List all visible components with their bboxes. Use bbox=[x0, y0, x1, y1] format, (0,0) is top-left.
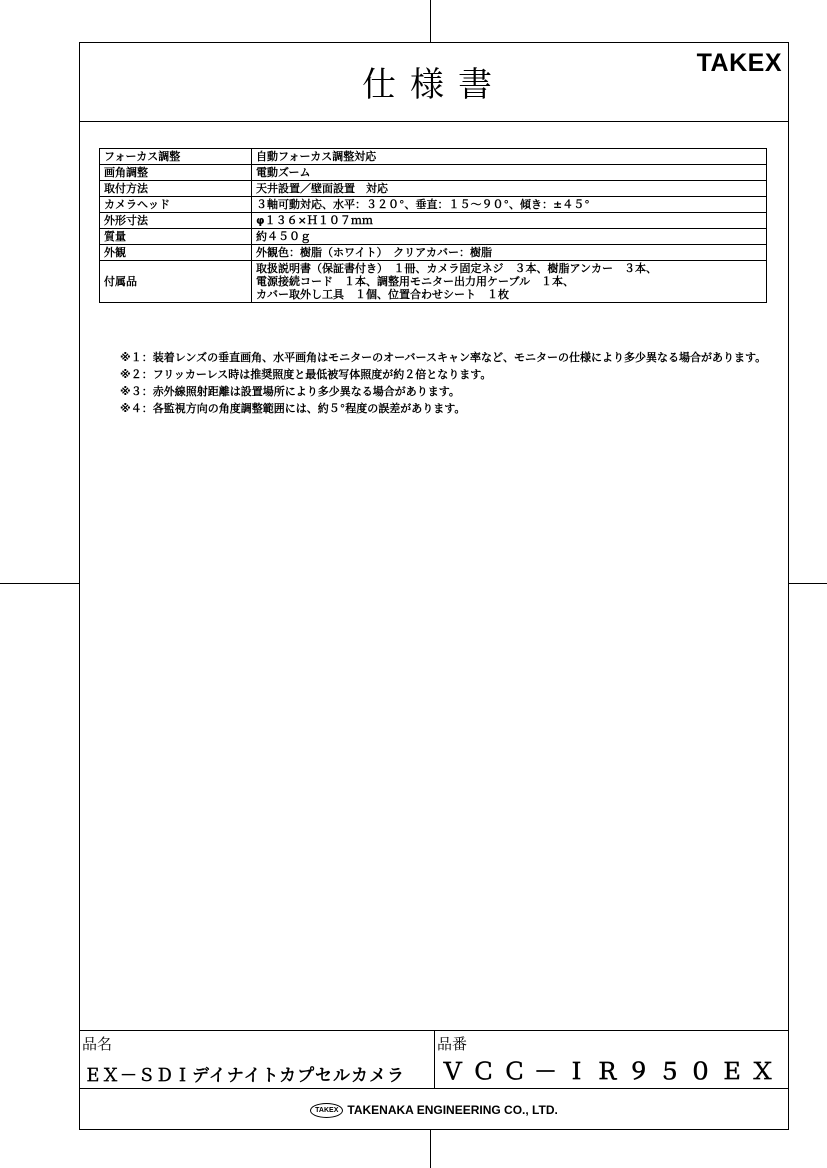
table-row bbox=[100, 181, 767, 197]
accessory-line: カバー取外し工具 １個、位置合わせシート １枚 bbox=[256, 288, 509, 301]
spec-label: カメラヘッド bbox=[100, 197, 252, 213]
footnote-label: ※１： bbox=[120, 351, 153, 364]
product-number: ＶＣＣ－ＩＲ９５０ＥＸ bbox=[441, 1059, 782, 1085]
crop-mark-right bbox=[789, 583, 827, 584]
footnote bbox=[120, 349, 780, 366]
table-row bbox=[100, 197, 767, 213]
footnote-text: 装着レンズの垂直画角、水平画角はモニターのオーバースキャン率など、モニターの仕様により多少異なる場合があります。 bbox=[152, 351, 767, 364]
product-name: ＥＸ－ＳＤＩデイナイトカプセルカメラ bbox=[84, 1066, 405, 1086]
crop-mark-top bbox=[430, 0, 431, 42]
footnote-text: 各監視方向の角度調整範囲には、約５°程度の誤差があります。 bbox=[152, 402, 466, 415]
title-block bbox=[80, 1030, 788, 1130]
spec-sheet-frame bbox=[79, 42, 789, 1130]
spec-label: 取付方法 bbox=[100, 181, 252, 197]
footnote-label: ※２： bbox=[120, 368, 153, 381]
page-title: 仕様書 bbox=[362, 65, 506, 105]
spec-value: 約４５０ｇ bbox=[252, 229, 767, 245]
company-bar bbox=[80, 1088, 788, 1131]
footnote bbox=[120, 383, 780, 400]
footnotes bbox=[120, 349, 780, 417]
spec-label: 付属品 bbox=[100, 261, 252, 303]
spec-value: φ１３６×Ｈ１０７ｍｍ bbox=[252, 213, 767, 229]
footnote-text: フリッカーレス時は推奨照度と最低被写体照度が約２倍となります。 bbox=[152, 368, 492, 381]
footnote-label: ※４： bbox=[120, 402, 153, 415]
footnote bbox=[120, 366, 780, 383]
product-name-label: 品名 bbox=[82, 1035, 113, 1053]
table-row bbox=[100, 245, 767, 261]
spec-value: 外観色：樹脂（ホワイト） クリアカバー：樹脂 bbox=[252, 245, 767, 261]
product-name-cell bbox=[80, 1031, 435, 1088]
table-row bbox=[100, 149, 767, 165]
spec-table bbox=[99, 148, 767, 303]
table-row bbox=[100, 229, 767, 245]
company-logo-icon: TAKEX bbox=[310, 1103, 343, 1118]
table-row bbox=[100, 213, 767, 229]
spec-value: ３軸可動対応、水平：３２０°、垂直：１５～９０°、傾き：±４５° bbox=[252, 197, 767, 213]
spec-label: 画角調整 bbox=[100, 165, 252, 181]
company-name: TAKENAKA ENGINEERING CO., LTD. bbox=[347, 1103, 558, 1117]
spec-value: 電動ズーム bbox=[252, 165, 767, 181]
crop-mark-left bbox=[0, 583, 79, 584]
spec-label: 外観 bbox=[100, 245, 252, 261]
footnote-label: ※３： bbox=[120, 385, 153, 398]
accessory-line: 電源接続コード １本、調整用モニター出力用ケーブル １本、 bbox=[256, 275, 575, 288]
table-row bbox=[100, 261, 767, 303]
spec-label: 外形寸法 bbox=[100, 213, 252, 229]
spec-label: フォーカス調整 bbox=[100, 149, 252, 165]
header bbox=[80, 43, 788, 122]
footnote-text: 赤外線照射距離は設置場所により多少異なる場合があります。 bbox=[152, 385, 460, 398]
footnote bbox=[120, 400, 780, 417]
crop-mark-bottom bbox=[430, 1130, 431, 1168]
product-number-label: 品番 bbox=[437, 1035, 468, 1053]
accessory-line: 取扱説明書（保証書付き） １冊、カメラ固定ネジ ３本、樹脂アンカー ３本、 bbox=[256, 262, 658, 275]
brand-logo: TAKEX bbox=[696, 49, 782, 77]
spec-value bbox=[252, 261, 767, 303]
spec-value: 自動フォーカス調整対応 bbox=[252, 149, 767, 165]
product-number-cell bbox=[435, 1031, 788, 1088]
spec-value: 天井設置／壁面設置 対応 bbox=[252, 181, 767, 197]
spec-label: 質量 bbox=[100, 229, 252, 245]
table-row bbox=[100, 165, 767, 181]
